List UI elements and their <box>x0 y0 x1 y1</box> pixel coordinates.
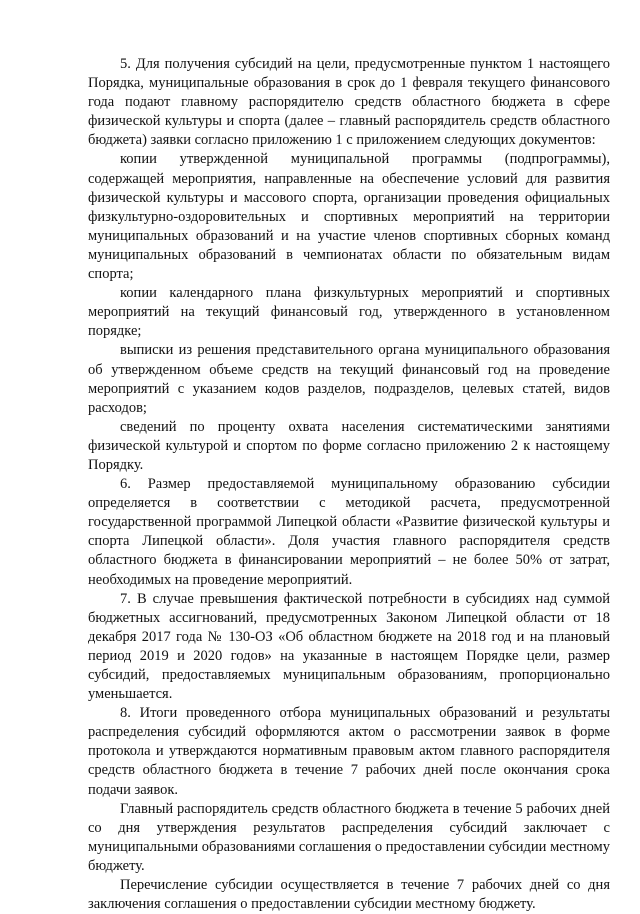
paragraph-transfer: Перечисление субсидии осуществляется в течение 7 рабочих дней со дня заключения соглашения о предоставлении субсидии местному бюджету. <box>88 877 610 913</box>
paragraph-item-7: 7. В случае превышения фактической потребности в субсидиях над суммой бюджетных ассигнований, предусмотренных Законом Липецкой области от 18 декабря 2017 года № 130-ОЗ «Об областном бюджете на 2018 год и на плановый период 2019 и 2020 годов» на указанные в настоящем Порядке цели, размер субсидий, предоставляемых муниципальным образованиям, пропорционально уменьшается. <box>88 590 610 703</box>
paragraph-decision-extracts: выписки из решения представительного органа муниципального образования об утвержденном объеме средств на текущий финансовый год на проведение мероприятий с указанием кодов разделов, подразделов, целевых статей, видов расходов; <box>88 342 610 416</box>
paragraph-item-5-intro: 5. Для получения субсидий на цели, предусмотренные пунктом 1 настоящего Порядка, муниципальные образования в срок до 1 февраля текущего финансового года подают главному распорядителю средств областного бюджета в сфере физической культуры и спорта (далее – главный распорядитель средств областного бюджета) заявки согласно приложению 1 с приложением следующих документов: <box>88 56 610 149</box>
paragraph-item-6: 6. Размер предоставляемой муниципальному образованию субсидии определяется в соответствии с методикой расчета, предусмотренной государственной программой Липецкой области «Развитие физической культуры и спорта Липецкой области». Доля участия главного распорядителя средств областного бюджета в финансировании мероприятий – не более 50% от затрат, необходимых на проведение мероприятий. <box>88 476 610 588</box>
paragraph-coverage-info: сведений по проценту охвата населения систематическими занятиями физической культурой и спортом по форме согласно приложению 2 к настоящему Порядку. <box>88 418 610 473</box>
paragraph-agreement: Главный распорядитель средств областного бюджета в течение 5 рабочих дней со дня утверждения результатов распределения субсидий заключает с муниципальными образованиями соглашения о предоставлении субсидии местному бюджету. <box>88 800 610 874</box>
paragraph-program-copies: копии утвержденной муниципальной программы (подпрограммы), содержащей мероприятия, направленные на обеспечение условий для развития физической культуры и массового спорта, организации проведения официальных физкультурно-оздоровительных и спортивных мероприятий на территории муниципальных образований и на участие членов спортивных сборных команд муниципальных образований в чемпионатах области по обязательным видам спорта; <box>88 151 610 283</box>
paragraph-item-8: 8. Итоги проведенного отбора муниципальных образований и результаты распределения субсидий оформляются актом о рассмотрении заявок в форме протокола и утверждаются нормативным правовым актом главного распорядителя средств областного бюджета в течение 7 рабочих дней после окончания срока подачи заявок. <box>88 705 610 798</box>
document-body <box>88 55 610 914</box>
paragraph-calendar-plan: копии календарного плана физкультурных мероприятий и спортивных мероприятий на текущий финансовый год, утвержденного в установленном порядке; <box>88 285 610 340</box>
